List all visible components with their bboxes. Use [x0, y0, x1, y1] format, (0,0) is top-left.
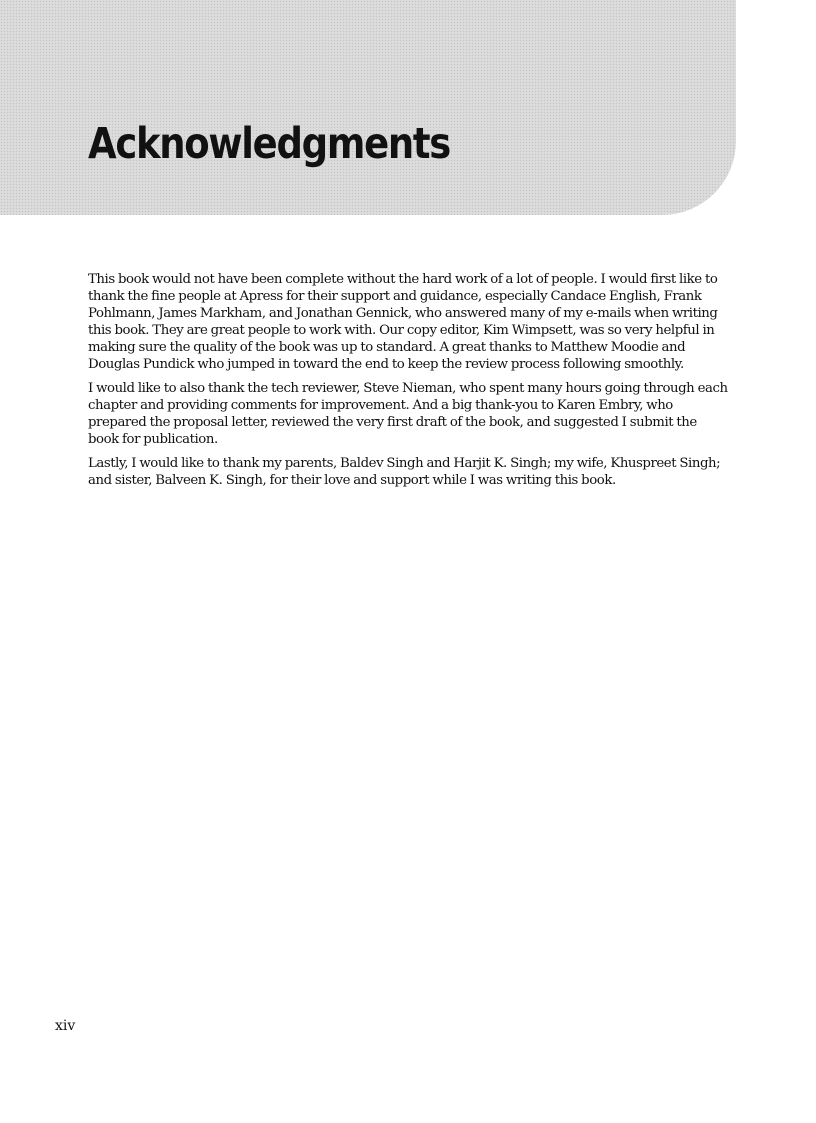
chapter-header-band: [0, 0, 736, 215]
paragraph-2: I would like to also thank the tech reviewer, Steve Nieman, who spent many hours going through each chapter and providing comments for improvement. And a big thank-you to Karen Embry, who prepared the proposal letter, reviewed the very first draft of the book, and suggested I submit the book for publication.: [88, 381, 728, 447]
page-number: xiv: [55, 1018, 76, 1034]
chapter-title: Acknowledgments: [88, 119, 451, 169]
paragraph-1: This book would not have been complete without the hard work of a lot of people. I would first like to thank the fine people at Apress for their support and guidance, especially Candace English, Frank Pohlmann, James Markham, and Jonathan Gennick, who answered many of my e-mails when writing this book. They are great people to work with. Our copy editor, Kim Wimpsett, was so very helpful in making sure the quality of the book was up to standard. A great thanks to Matthew Moodie and Douglas Pundick who jumped in toward the end to keep the review process following smoothly.: [88, 272, 718, 372]
body-text: [88, 271, 730, 496]
paragraph-3: Lastly, I would like to thank my parents, Baldev Singh and Harjit K. Singh; my wife, Khuspreet Singh; and sister, Balveen K. Singh, for their love and support while I was writing this book.: [88, 456, 721, 488]
